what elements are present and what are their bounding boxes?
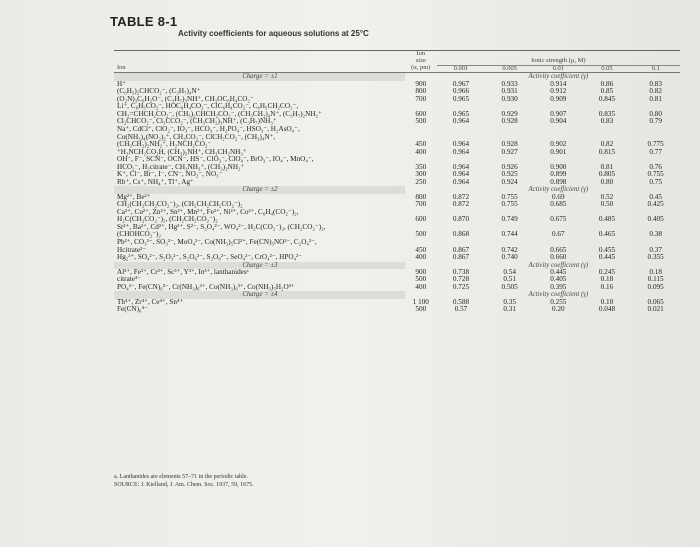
- activity-value: 0.933: [501, 79, 518, 88]
- ion-size: 250: [415, 177, 427, 186]
- ion-size: 600: [415, 109, 427, 118]
- activity-value: 0.10: [600, 297, 614, 306]
- activity-value: 0.69: [552, 192, 565, 201]
- activity-value: 0.80: [649, 109, 662, 118]
- ion-list: Al³⁺, Fe³⁺, Cr³⁺, Sc³⁺, Y³⁺, In³⁺, lanthanidesᵃ: [117, 267, 249, 276]
- activity-value: 0.966: [452, 87, 470, 96]
- activity-value: 0.83: [600, 117, 614, 126]
- activity-value: 0.54: [503, 267, 516, 276]
- size-header-3: (α, pm): [405, 65, 437, 73]
- activity-value: 0.912: [550, 87, 567, 96]
- activity-value: 0.395: [550, 282, 567, 291]
- activity-value: [631, 126, 680, 134]
- size-header-2: size: [415, 56, 426, 64]
- activity-caption: Activity coefficient (γ): [528, 73, 589, 81]
- activity-caption: Activity coefficient (γ): [528, 261, 589, 269]
- ion-size: 800: [415, 87, 427, 96]
- activity-value: 0.930: [501, 94, 518, 103]
- ion-list: Rb⁺, Cs⁺, NH₄⁺, Tl⁺, Ag⁺: [117, 177, 194, 186]
- activity-value: 0.86: [600, 79, 614, 88]
- activity-value: 0.485: [598, 215, 616, 224]
- activity-value: 0.445: [598, 253, 616, 262]
- activity-value: 0.867: [452, 245, 470, 254]
- activity-value: 0.904: [550, 117, 567, 126]
- activity-value: 0.75: [649, 177, 662, 186]
- activity-value: 0.505: [501, 282, 518, 291]
- activity-value: 0.755: [501, 200, 518, 209]
- table-row: [114, 224, 680, 232]
- activity-value: 0.964: [452, 170, 470, 179]
- ion-list: Mg²⁺, Be²⁺: [117, 192, 151, 201]
- activity-value: 0.065: [647, 297, 664, 306]
- ion-size: 800: [415, 192, 427, 201]
- activity-value: 0.20: [552, 305, 565, 314]
- activity-value: 0.465: [598, 230, 616, 239]
- activity-value: 0.095: [647, 282, 664, 291]
- ion-list: Hcitrate²⁻: [117, 245, 147, 254]
- activity-table: [114, 50, 680, 314]
- activity-value: 0.455: [598, 245, 616, 254]
- activity-value: 0.79: [649, 117, 662, 126]
- activity-value: 0.255: [550, 297, 567, 306]
- ion-list: Li⁺, C₆H₅CO₂⁻, HOC₆H₄CO₂⁻, ClC₆H₄CO₂⁻, C₆H₅CH₂CO₂⁻,: [117, 102, 299, 111]
- ion-list: K⁺, Cl⁻, Br⁻, I⁻, CN⁻, NO₂⁻, NO₃⁻: [117, 170, 223, 179]
- ion-size: 400: [415, 147, 427, 156]
- activity-value: 0.85: [600, 87, 614, 96]
- activity-value: 0.867: [452, 253, 470, 262]
- activity-value: 0.815: [598, 147, 616, 156]
- source-note: SOURCE: J. Kielland, J. Am. Chem. Soc. 1937, 59, 1675.: [114, 481, 254, 488]
- activity-value: 0.245: [598, 267, 616, 276]
- ion-size: 500: [415, 275, 427, 284]
- ion-list: Ca²⁺, Cu²⁺, Zn²⁺, Sn²⁺, Mn²⁺, Fe²⁺, Ni²⁺, Co²⁺, C₆H₄(CO₂⁻)₂,: [117, 207, 299, 216]
- ion-list: Co(NH₃)₄(NO₂)₂⁺, CH₃CO₂⁻, ClCH₂CO₂⁻, (CH₃)₄N⁺,: [117, 132, 276, 141]
- activity-value: 0.37: [649, 245, 662, 254]
- ion-size: 450: [415, 140, 427, 149]
- activity-value: 0.742: [501, 245, 518, 254]
- charge-label: Charge = ±1: [114, 73, 405, 81]
- activity-value: 0.048: [598, 305, 616, 314]
- activity-value: 0.775: [647, 140, 664, 149]
- ion-size: 600: [415, 215, 427, 224]
- activity-value: 0.868: [452, 230, 470, 239]
- ion-size: 450: [415, 245, 427, 254]
- ion-size: 400: [415, 253, 427, 262]
- activity-value: 0.964: [452, 162, 470, 171]
- activity-value: 0.914: [550, 79, 567, 88]
- activity-value: 0.738: [452, 267, 470, 276]
- table-row: [114, 239, 680, 247]
- activity-value: 0.901: [550, 147, 567, 156]
- ion-size: 300: [415, 170, 427, 179]
- activity-value: 0.355: [647, 253, 664, 262]
- activity-value: 0.725: [452, 282, 470, 291]
- table-row: [114, 179, 680, 187]
- activity-value: 0.899: [550, 170, 567, 179]
- activity-value: 0.588: [452, 297, 470, 306]
- activity-value: 0.45: [649, 192, 662, 201]
- activity-value: 0.18: [649, 267, 662, 276]
- table-title: TABLE 8-1: [110, 14, 178, 29]
- activity-value: 0.115: [647, 275, 664, 284]
- ion-list: (C₆H₅)₂CHCO₂⁻, (C₃H₇)₄N⁺: [117, 87, 201, 96]
- ion-list: Na⁺, CdCl⁺, ClO₂⁻, IO₃⁻, HCO₃⁻, H₂PO₄⁻, HSO₃⁻, H₂AsO₄⁻,: [117, 124, 300, 133]
- size-header-1: Ion: [405, 51, 437, 58]
- activity-value: 0.965: [452, 94, 470, 103]
- ion-size: 900: [415, 79, 427, 88]
- activity-value: 0.445: [550, 267, 567, 276]
- ion-size: 400: [415, 282, 427, 291]
- ion-size: 700: [415, 94, 427, 103]
- activity-value: 0.964: [452, 117, 470, 126]
- charge-row: [114, 291, 680, 298]
- table-row: [114, 284, 680, 292]
- activity-value: 0.925: [501, 170, 518, 179]
- activity-value: 0.928: [501, 140, 518, 149]
- table-row: [114, 306, 680, 314]
- activity-value: [485, 126, 534, 134]
- ion-size: 1 100: [412, 297, 429, 306]
- ion-list: PO₄³⁻, Fe(CN)₆³⁻, Cr(NH₃)₆³⁺, Co(NH₃)₆³⁺, Co(NH₃)₅H₂O³⁺: [117, 282, 295, 291]
- activity-value: 0.902: [550, 140, 567, 149]
- ion-list: citrate³⁻: [117, 275, 141, 284]
- footnote-a: a. Lanthanides are elements 57–71 in the periodic table.: [114, 474, 248, 480]
- activity-value: 0.77: [649, 147, 662, 156]
- table-row: [114, 254, 680, 262]
- activity-value: 0.685: [550, 200, 567, 209]
- activity-value: 0.964: [452, 147, 470, 156]
- activity-value: 0.728: [452, 275, 470, 284]
- activity-value: 0.50: [600, 200, 614, 209]
- ion-list: Fe(CN)₆⁴⁻: [117, 305, 148, 314]
- charge-label: Charge = ±3: [114, 262, 405, 269]
- activity-value: 0.16: [600, 282, 614, 291]
- activity-value: 0.81: [649, 94, 662, 103]
- activity-value: 0.82: [600, 140, 614, 149]
- activity-value: 0.965: [452, 109, 470, 118]
- ion-list: Sr²⁺, Ba²⁺, Cd²⁺, Hg²⁺, S²⁻, S₂O₄²⁻, WO₄²⁻, H₂C(CO₂⁻)₂, (CH₂CO₂⁻)₂,: [117, 222, 326, 231]
- ion-size: 500: [415, 230, 427, 239]
- table-row: [114, 299, 680, 307]
- activity-value: 0.67: [552, 230, 565, 239]
- activity-value: [534, 126, 583, 134]
- ion-size: 700: [415, 200, 427, 209]
- activity-value: 0.964: [452, 140, 470, 149]
- activity-value: 0.900: [550, 162, 567, 171]
- ion-list: HCO₂⁻, H₂citrate⁻, CH₃NH₃⁺, (CH₃)₂NH₂⁺: [117, 162, 245, 171]
- ion-header: Ion: [114, 65, 405, 73]
- activity-value: 0.51: [503, 275, 516, 284]
- ion-list: OH⁻, F⁻, SCN⁻, OCN⁻, HS⁻, ClO₃⁻, ClO₄⁻, BrO₃⁻, IO₄⁻, MnO₄⁻,: [117, 155, 314, 164]
- ion-list: (CH₃CH₂)₂NH₂⁺, H₂NCH₂CO₂⁻: [117, 140, 212, 149]
- activity-value: 0.660: [550, 253, 567, 262]
- ion-list: Pb²⁺, CO₃²⁻, SO₃²⁻, MoO₄²⁻, Co(NH₃)₅Cl²⁺, Fe(CN)₅NO²⁻, C₂O₄²⁻,: [117, 237, 317, 246]
- activity-value: 0.405: [647, 215, 664, 224]
- ion-list: H⁺: [117, 79, 126, 88]
- table-subtitle: Activity coefficients for aqueous solutions at 25°C: [178, 29, 369, 38]
- activity-value: 0.926: [501, 162, 518, 171]
- strength-1: 0.005: [485, 65, 534, 73]
- activity-value: 0.927: [501, 147, 518, 156]
- ion-size: 900: [415, 267, 427, 276]
- strength-0: 0.001: [437, 65, 486, 73]
- activity-value: [437, 126, 486, 134]
- activity-value: 0.805: [598, 170, 616, 179]
- ionic-strength-header: Ionic strength (μ, M): [437, 58, 680, 65]
- ion-size: 350: [415, 162, 427, 171]
- table-row: [114, 171, 680, 179]
- ion-list: (O₂N)₃C₆H₂O⁻, (C₃H₇)₃NH⁺, CH₃OC₆H₄CO₂⁻: [117, 94, 254, 103]
- activity-value: 0.021: [647, 305, 664, 314]
- activity-value: 0.898: [550, 177, 567, 186]
- ion-list: Th⁴⁺, Zr⁴⁺, Ce⁴⁺, Sn⁴⁺: [117, 297, 184, 306]
- activity-value: 0.675: [550, 215, 567, 224]
- activity-value: 0.83: [649, 79, 662, 88]
- ion-list: H₂C(CH₂CO₂⁻)₂, (CH₂CH₂CO₂⁻)₂: [117, 215, 218, 224]
- activity-value: 0.931: [501, 87, 518, 96]
- ion-size: 500: [415, 305, 427, 314]
- activity-value: 0.740: [501, 253, 518, 262]
- activity-value: 0.928: [501, 117, 518, 126]
- activity-caption: Activity coefficient (γ): [528, 291, 589, 299]
- ion-header-spacer: [114, 51, 405, 58]
- strength-3: 0.05: [583, 65, 632, 73]
- table-row: [114, 269, 680, 277]
- ion-header-spacer-2: [114, 58, 405, 65]
- activity-value: 0.929: [501, 109, 518, 118]
- charge-label: Charge = ±4: [114, 291, 405, 298]
- activity-value: 0.755: [647, 170, 664, 179]
- activity-value: 0.80: [600, 177, 614, 186]
- activity-value: 0.749: [501, 215, 518, 224]
- activity-value: 0.76: [649, 162, 662, 171]
- activity-value: 0.835: [598, 109, 616, 118]
- activity-value: 0.872: [452, 200, 470, 209]
- activity-caption: Activity coefficient (γ): [528, 186, 589, 194]
- ion-list: Hg₂²⁺, SO₄²⁻, S₂O₃²⁻, S₂O₆²⁻, S₂O₈²⁻, SeO₄²⁻, CrO₄²⁻, HPO₄²⁻: [117, 253, 302, 262]
- activity-value: 0.81: [600, 162, 614, 171]
- ion-list: CH₂(CH₂CH₂CO₂⁻)₂, (CH₂CH₂CH₂CO₂⁻)₂: [117, 200, 243, 209]
- activity-value: 0.38: [649, 230, 662, 239]
- activity-value: 0.82: [649, 87, 662, 96]
- activity-value: 0.964: [452, 177, 470, 186]
- activity-value: 0.405: [550, 275, 567, 284]
- activity-value: 0.924: [501, 177, 518, 186]
- activity-value: 0.744: [501, 230, 518, 239]
- activity-value: 0.870: [452, 215, 470, 224]
- ion-size: [405, 126, 437, 134]
- activity-value: 0.872: [452, 192, 470, 201]
- activity-value: [583, 126, 632, 134]
- strength-2: 0.01: [534, 65, 583, 73]
- charge-label: Charge = ±2: [114, 186, 405, 193]
- ion-size: 500: [415, 117, 427, 126]
- strength-4: 0.1: [631, 65, 680, 73]
- activity-value: 0.907: [550, 109, 567, 118]
- activity-value: 0.909: [550, 94, 567, 103]
- charge-row: [114, 186, 680, 193]
- activity-value: 0.755: [501, 192, 518, 201]
- ion-list: (CHOHCO₂⁻)₂: [117, 230, 161, 239]
- table-notes: [114, 474, 254, 490]
- activity-value: 0.665: [550, 245, 567, 254]
- charge-row: [114, 73, 680, 81]
- activity-value: 0.425: [647, 200, 664, 209]
- ion-list: CH₂=CHCH₂CO₂⁻, (CH₃)₂CHCH₂CO₂⁻, (CH₃CH₂)₄N⁺, (C₃H₇)₂NH₂⁺: [117, 109, 322, 118]
- ion-list: ⁺H₃NCH₂CO₂H, (CH₃)₃NH⁺, CH₃CH₂NH₃⁺: [117, 147, 247, 156]
- activity-value: 0.967: [452, 79, 470, 88]
- activity-value: 0.18: [600, 275, 614, 284]
- activity-value: 0.35: [503, 297, 516, 306]
- activity-value: 0.52: [600, 192, 614, 201]
- ion-list: Cl₂CHCO₂⁻, Cl₃CCO₂⁻, (CH₃CH₂)₃NH⁺, (C₃H₇)NH₃⁺: [117, 117, 277, 126]
- activity-value: 0.31: [503, 305, 516, 314]
- activity-value: 0.845: [598, 94, 616, 103]
- activity-value: 0.57: [454, 305, 468, 314]
